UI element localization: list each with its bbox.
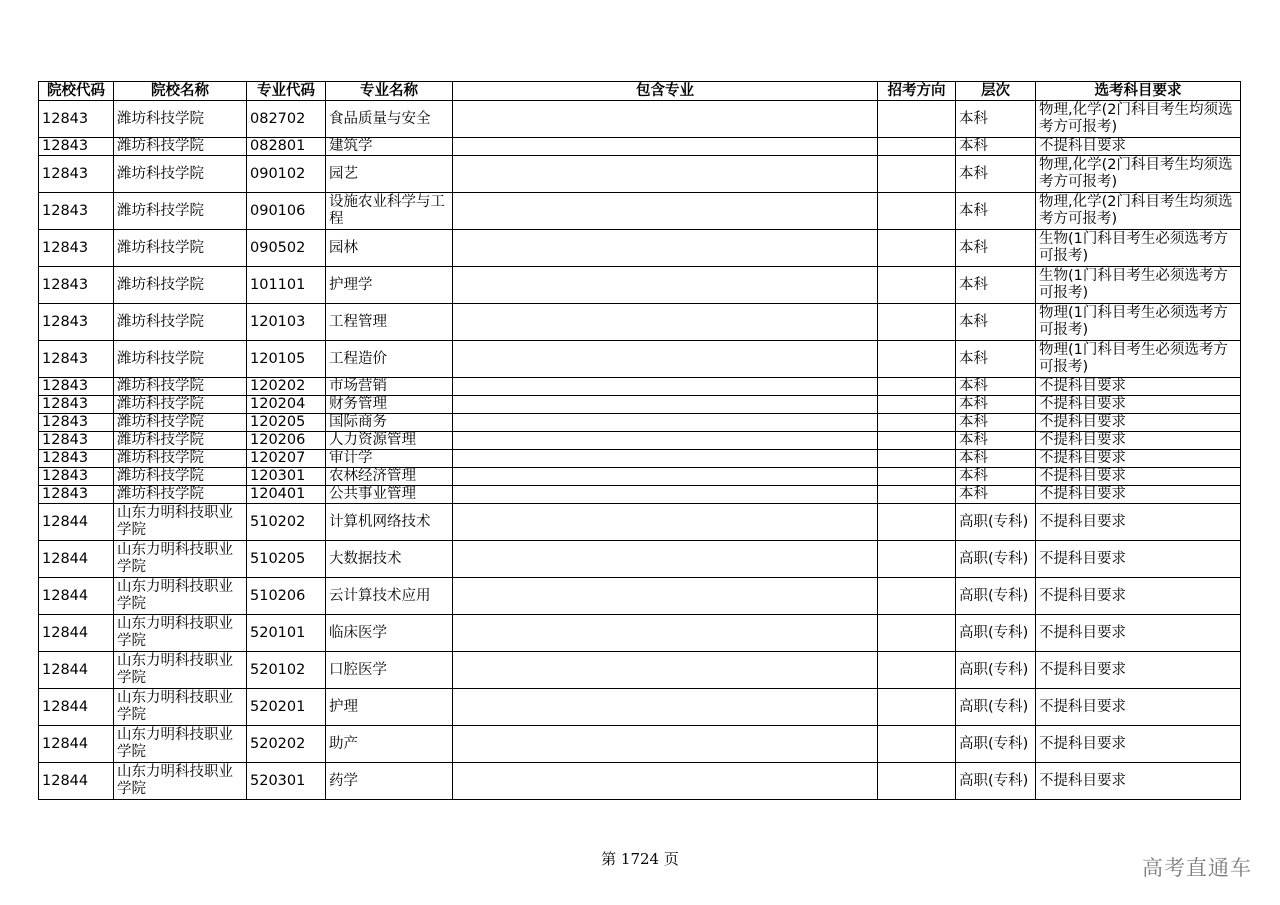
cell-level: 高职(专科) — [956, 578, 1036, 615]
cell-included-majors — [453, 578, 878, 615]
cell-school-name: 潍坊科技学院 — [114, 304, 247, 341]
cell-major-code: 120401 — [247, 486, 326, 504]
cell-major-name: 护理学 — [326, 267, 453, 304]
cell-major-code: 090106 — [247, 193, 326, 230]
cell-level: 本科 — [956, 468, 1036, 486]
cell-major-name: 设施农业科学与工程 — [326, 193, 453, 230]
table-row — [39, 486, 1241, 504]
watermark-logo-text: 高考直通车 — [1142, 856, 1252, 880]
cell-subject-requirement: 不提科目要求 — [1036, 504, 1241, 541]
cell-school-code: 12844 — [39, 541, 114, 578]
cell-included-majors — [453, 378, 878, 396]
cell-school-name: 潍坊科技学院 — [114, 138, 247, 156]
table-row — [39, 615, 1241, 652]
cell-level: 高职(专科) — [956, 689, 1036, 726]
cell-school-code: 12844 — [39, 689, 114, 726]
table-row — [39, 156, 1241, 193]
table-row — [39, 396, 1241, 414]
cell-direction — [878, 615, 956, 652]
cell-level: 高职(专科) — [956, 763, 1036, 800]
cell-major-name: 云计算技术应用 — [326, 578, 453, 615]
cell-school-name: 山东力明科技职业学院 — [114, 615, 247, 652]
header-major-name: 专业名称 — [326, 82, 453, 101]
cell-level: 本科 — [956, 101, 1036, 138]
cell-direction — [878, 450, 956, 468]
cell-school-code: 12843 — [39, 267, 114, 304]
cell-school-name: 潍坊科技学院 — [114, 396, 247, 414]
cell-school-name: 潍坊科技学院 — [114, 414, 247, 432]
cell-school-code: 12843 — [39, 486, 114, 504]
cell-major-code: 120206 — [247, 432, 326, 450]
cell-school-name: 山东力明科技职业学院 — [114, 726, 247, 763]
table-row — [39, 468, 1241, 486]
cell-school-code: 12843 — [39, 304, 114, 341]
cell-included-majors — [453, 726, 878, 763]
cell-major-name: 园艺 — [326, 156, 453, 193]
cell-subject-requirement: 不提科目要求 — [1036, 138, 1241, 156]
cell-major-code: 082801 — [247, 138, 326, 156]
table-row — [39, 432, 1241, 450]
table-row — [39, 541, 1241, 578]
cell-major-code: 120105 — [247, 341, 326, 378]
cell-subject-requirement: 不提科目要求 — [1036, 578, 1241, 615]
cell-major-name: 审计学 — [326, 450, 453, 468]
table-row — [39, 304, 1241, 341]
cell-direction — [878, 689, 956, 726]
cell-direction — [878, 726, 956, 763]
cell-direction — [878, 156, 956, 193]
cell-included-majors — [453, 763, 878, 800]
cell-direction — [878, 396, 956, 414]
cell-included-majors — [453, 450, 878, 468]
cell-included-majors — [453, 689, 878, 726]
cell-subject-requirement: 不提科目要求 — [1036, 541, 1241, 578]
cell-level: 本科 — [956, 193, 1036, 230]
cell-included-majors — [453, 101, 878, 138]
header-included-majors: 包含专业 — [453, 82, 878, 101]
table-row — [39, 726, 1241, 763]
cell-subject-requirement: 生物(1门科目考生必须选考方可报考) — [1036, 267, 1241, 304]
cell-school-code: 12844 — [39, 504, 114, 541]
cell-subject-requirement: 物理,化学(2门科目考生均须选考方可报考) — [1036, 101, 1241, 138]
cell-school-code: 12844 — [39, 652, 114, 689]
cell-major-code: 520102 — [247, 652, 326, 689]
cell-major-name: 大数据技术 — [326, 541, 453, 578]
cell-major-name: 口腔医学 — [326, 652, 453, 689]
table-body — [39, 101, 1241, 800]
cell-major-code: 510206 — [247, 578, 326, 615]
cell-subject-requirement: 不提科目要求 — [1036, 432, 1241, 450]
cell-included-majors — [453, 341, 878, 378]
table-row — [39, 504, 1241, 541]
cell-school-name: 潍坊科技学院 — [114, 341, 247, 378]
cell-major-code: 101101 — [247, 267, 326, 304]
header-direction: 招考方向 — [878, 82, 956, 101]
cell-subject-requirement: 物理,化学(2门科目考生均须选考方可报考) — [1036, 193, 1241, 230]
cell-school-code: 12844 — [39, 615, 114, 652]
cell-major-code: 520301 — [247, 763, 326, 800]
cell-major-name: 市场营销 — [326, 378, 453, 396]
page-number: 第 1724 页 — [601, 850, 679, 868]
cell-included-majors — [453, 504, 878, 541]
cell-major-code: 082702 — [247, 101, 326, 138]
cell-subject-requirement: 不提科目要求 — [1036, 652, 1241, 689]
cell-direction — [878, 267, 956, 304]
cell-level: 本科 — [956, 341, 1036, 378]
table-row — [39, 267, 1241, 304]
cell-major-code: 510205 — [247, 541, 326, 578]
header-level: 层次 — [956, 82, 1036, 101]
cell-school-name: 山东力明科技职业学院 — [114, 504, 247, 541]
cell-included-majors — [453, 304, 878, 341]
cell-level: 本科 — [956, 450, 1036, 468]
cell-level: 高职(专科) — [956, 615, 1036, 652]
cell-direction — [878, 432, 956, 450]
cell-included-majors — [453, 396, 878, 414]
cell-school-code: 12843 — [39, 341, 114, 378]
cell-direction — [878, 193, 956, 230]
cell-direction — [878, 304, 956, 341]
table-row — [39, 689, 1241, 726]
cell-major-code: 520202 — [247, 726, 326, 763]
cell-direction — [878, 652, 956, 689]
cell-included-majors — [453, 193, 878, 230]
cell-school-code: 12844 — [39, 726, 114, 763]
header-school-name: 院校名称 — [114, 82, 247, 101]
table-header-row — [39, 82, 1241, 101]
cell-level: 本科 — [956, 414, 1036, 432]
cell-major-name: 护理 — [326, 689, 453, 726]
cell-major-name: 工程造价 — [326, 341, 453, 378]
cell-level: 本科 — [956, 432, 1036, 450]
cell-school-name: 潍坊科技学院 — [114, 378, 247, 396]
cell-included-majors — [453, 468, 878, 486]
header-school-code: 院校代码 — [39, 82, 114, 101]
cell-school-code: 12843 — [39, 101, 114, 138]
cell-subject-requirement: 不提科目要求 — [1036, 689, 1241, 726]
cell-subject-requirement: 不提科目要求 — [1036, 486, 1241, 504]
cell-direction — [878, 101, 956, 138]
table-row — [39, 578, 1241, 615]
cell-direction — [878, 378, 956, 396]
cell-major-code: 120207 — [247, 450, 326, 468]
cell-major-code: 120204 — [247, 396, 326, 414]
cell-school-name: 山东力明科技职业学院 — [114, 763, 247, 800]
cell-level: 本科 — [956, 138, 1036, 156]
cell-level: 本科 — [956, 378, 1036, 396]
table-row — [39, 763, 1241, 800]
cell-school-name: 潍坊科技学院 — [114, 230, 247, 267]
cell-subject-requirement: 物理(1门科目考生必须选考方可报考) — [1036, 341, 1241, 378]
cell-level: 高职(专科) — [956, 652, 1036, 689]
cell-major-code: 090502 — [247, 230, 326, 267]
cell-major-code: 510202 — [247, 504, 326, 541]
table-row — [39, 101, 1241, 138]
cell-school-name: 山东力明科技职业学院 — [114, 578, 247, 615]
cell-major-name: 工程管理 — [326, 304, 453, 341]
table-row — [39, 230, 1241, 267]
cell-subject-requirement: 生物(1门科目考生必须选考方可报考) — [1036, 230, 1241, 267]
cell-included-majors — [453, 486, 878, 504]
cell-school-name: 潍坊科技学院 — [114, 486, 247, 504]
cell-school-name: 潍坊科技学院 — [114, 101, 247, 138]
cell-subject-requirement: 物理(1门科目考生必须选考方可报考) — [1036, 304, 1241, 341]
cell-direction — [878, 230, 956, 267]
table-row — [39, 378, 1241, 396]
cell-major-code: 520101 — [247, 615, 326, 652]
cell-school-code: 12843 — [39, 468, 114, 486]
table-row — [39, 450, 1241, 468]
cell-major-code: 120103 — [247, 304, 326, 341]
cell-school-code: 12843 — [39, 193, 114, 230]
cell-included-majors — [453, 652, 878, 689]
cell-school-code: 12843 — [39, 230, 114, 267]
cell-subject-requirement: 不提科目要求 — [1036, 468, 1241, 486]
cell-major-name: 助产 — [326, 726, 453, 763]
header-subject-requirement: 选考科目要求 — [1036, 82, 1241, 101]
cell-school-name: 山东力明科技职业学院 — [114, 689, 247, 726]
cell-major-name: 农林经济管理 — [326, 468, 453, 486]
cell-level: 本科 — [956, 230, 1036, 267]
cell-school-name: 潍坊科技学院 — [114, 193, 247, 230]
cell-direction — [878, 138, 956, 156]
cell-included-majors — [453, 414, 878, 432]
cell-included-majors — [453, 615, 878, 652]
cell-subject-requirement: 不提科目要求 — [1036, 378, 1241, 396]
cell-school-code: 12843 — [39, 450, 114, 468]
cell-direction — [878, 541, 956, 578]
cell-subject-requirement: 不提科目要求 — [1036, 763, 1241, 800]
cell-level: 本科 — [956, 486, 1036, 504]
cell-subject-requirement: 不提科目要求 — [1036, 726, 1241, 763]
cell-major-name: 建筑学 — [326, 138, 453, 156]
cell-major-name: 临床医学 — [326, 615, 453, 652]
cell-subject-requirement: 不提科目要求 — [1036, 615, 1241, 652]
cell-included-majors — [453, 432, 878, 450]
cell-major-name: 园林 — [326, 230, 453, 267]
cell-major-code: 120202 — [247, 378, 326, 396]
cell-school-code: 12843 — [39, 396, 114, 414]
cell-direction — [878, 578, 956, 615]
cell-included-majors — [453, 156, 878, 193]
cell-major-name: 公共事业管理 — [326, 486, 453, 504]
cell-school-code: 12843 — [39, 414, 114, 432]
table-row — [39, 652, 1241, 689]
cell-school-code: 12844 — [39, 578, 114, 615]
cell-direction — [878, 486, 956, 504]
cell-major-name: 食品质量与安全 — [326, 101, 453, 138]
cell-school-code: 12843 — [39, 432, 114, 450]
admissions-table — [38, 81, 1241, 800]
cell-subject-requirement: 物理,化学(2门科目考生均须选考方可报考) — [1036, 156, 1241, 193]
cell-school-name: 潍坊科技学院 — [114, 450, 247, 468]
cell-school-name: 潍坊科技学院 — [114, 468, 247, 486]
cell-direction — [878, 468, 956, 486]
cell-level: 本科 — [956, 156, 1036, 193]
cell-school-code: 12843 — [39, 138, 114, 156]
cell-included-majors — [453, 230, 878, 267]
cell-school-code: 12843 — [39, 378, 114, 396]
cell-direction — [878, 414, 956, 432]
cell-school-name: 山东力明科技职业学院 — [114, 541, 247, 578]
table-row — [39, 414, 1241, 432]
cell-major-name: 财务管理 — [326, 396, 453, 414]
cell-direction — [878, 504, 956, 541]
cell-subject-requirement: 不提科目要求 — [1036, 414, 1241, 432]
cell-major-name: 药学 — [326, 763, 453, 800]
header-major-code: 专业代码 — [247, 82, 326, 101]
cell-included-majors — [453, 138, 878, 156]
cell-subject-requirement: 不提科目要求 — [1036, 396, 1241, 414]
cell-level: 本科 — [956, 304, 1036, 341]
cell-included-majors — [453, 267, 878, 304]
cell-level: 本科 — [956, 267, 1036, 304]
cell-school-name: 潍坊科技学院 — [114, 156, 247, 193]
cell-major-code: 120301 — [247, 468, 326, 486]
cell-level: 高职(专科) — [956, 541, 1036, 578]
cell-school-name: 潍坊科技学院 — [114, 432, 247, 450]
cell-level: 本科 — [956, 396, 1036, 414]
cell-major-code: 520201 — [247, 689, 326, 726]
cell-major-code: 090102 — [247, 156, 326, 193]
cell-school-name: 潍坊科技学院 — [114, 267, 247, 304]
cell-subject-requirement: 不提科目要求 — [1036, 450, 1241, 468]
cell-major-name: 人力资源管理 — [326, 432, 453, 450]
cell-major-name: 国际商务 — [326, 414, 453, 432]
cell-included-majors — [453, 541, 878, 578]
table-row — [39, 138, 1241, 156]
cell-school-code: 12844 — [39, 763, 114, 800]
cell-direction — [878, 763, 956, 800]
cell-level: 高职(专科) — [956, 726, 1036, 763]
cell-level: 高职(专科) — [956, 504, 1036, 541]
cell-major-code: 120205 — [247, 414, 326, 432]
cell-major-name: 计算机网络技术 — [326, 504, 453, 541]
cell-school-name: 山东力明科技职业学院 — [114, 652, 247, 689]
cell-school-code: 12843 — [39, 156, 114, 193]
table-row — [39, 341, 1241, 378]
cell-direction — [878, 341, 956, 378]
table-row — [39, 193, 1241, 230]
